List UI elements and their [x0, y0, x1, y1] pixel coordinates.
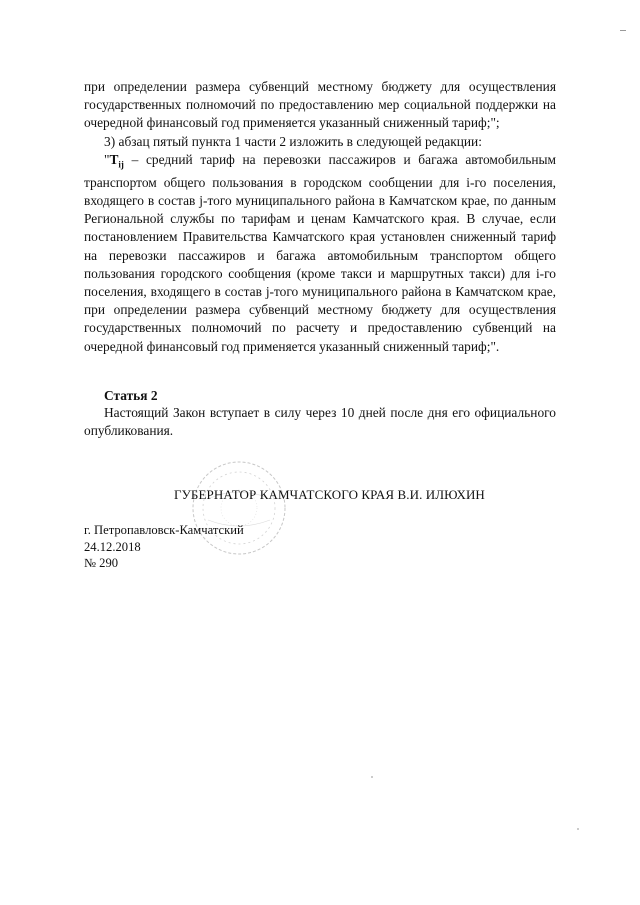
scan-mark: [620, 30, 626, 31]
paragraph-3-text: – средний тариф на перевозки пассажиров и багажа автомобильным транспортом общего пользования в городском сообщении для i-го поселения, входящего в состав j-того муниципального района в Камчатском крае, по данным Региональной службы по тарифам и ценам Камчатского края. В случае, если постановлением Правительства Камчатского края установлен сниженный тариф на перевозки пассажиров и багажа автомобильным транспортом общего пользования городского сообщения (кроме такси и маршрутных такси) для i-го поселения, входящего в состав j-того муниципального района в Камчатском крае, при определении размера субвенций местному бюджету для осуществления государственных полномочий по расчету и предоставлению субвенций на очередной финансовый год применяется указанный сниженный тариф;".: [84, 151, 556, 354]
paragraph-1: при определении размера субвенций местному бюджету для осуществления государственных полномочий по предоставлению мер социальной поддержки на очередной финансовый год применяется указанный сниженный тариф;";: [84, 79, 556, 131]
scan-speck: [577, 828, 579, 830]
signing-details: [84, 522, 244, 572]
tariff-symbol-letter: T: [109, 151, 119, 167]
paragraph-2: 3) абзац пятый пункта 1 части 2 изложить в следующей редакции:: [104, 133, 482, 149]
quote-mark: ": [104, 151, 110, 167]
paragraph-3: [84, 151, 556, 356]
law-number: № 290: [84, 556, 119, 570]
tariff-symbol: [109, 151, 124, 170]
body-text: [84, 78, 556, 356]
scan-speck: [371, 776, 373, 778]
governor-signature-line: ГУБЕРНАТОР КАМЧАТСКОГО КРАЯ В.И. ИЛЮХИН: [174, 487, 485, 502]
tariff-symbol-subscript: ij: [118, 159, 124, 170]
article-text: [84, 404, 556, 440]
article-text-content: Настоящий Закон вступает в силу через 10 дней после дня его официального опубликования.: [84, 405, 556, 439]
signing-place: г. Петропавловск-Камчатский: [84, 523, 244, 537]
signing-date: 24.12.2018: [84, 539, 141, 554]
article-title: Статья 2: [104, 388, 158, 403]
